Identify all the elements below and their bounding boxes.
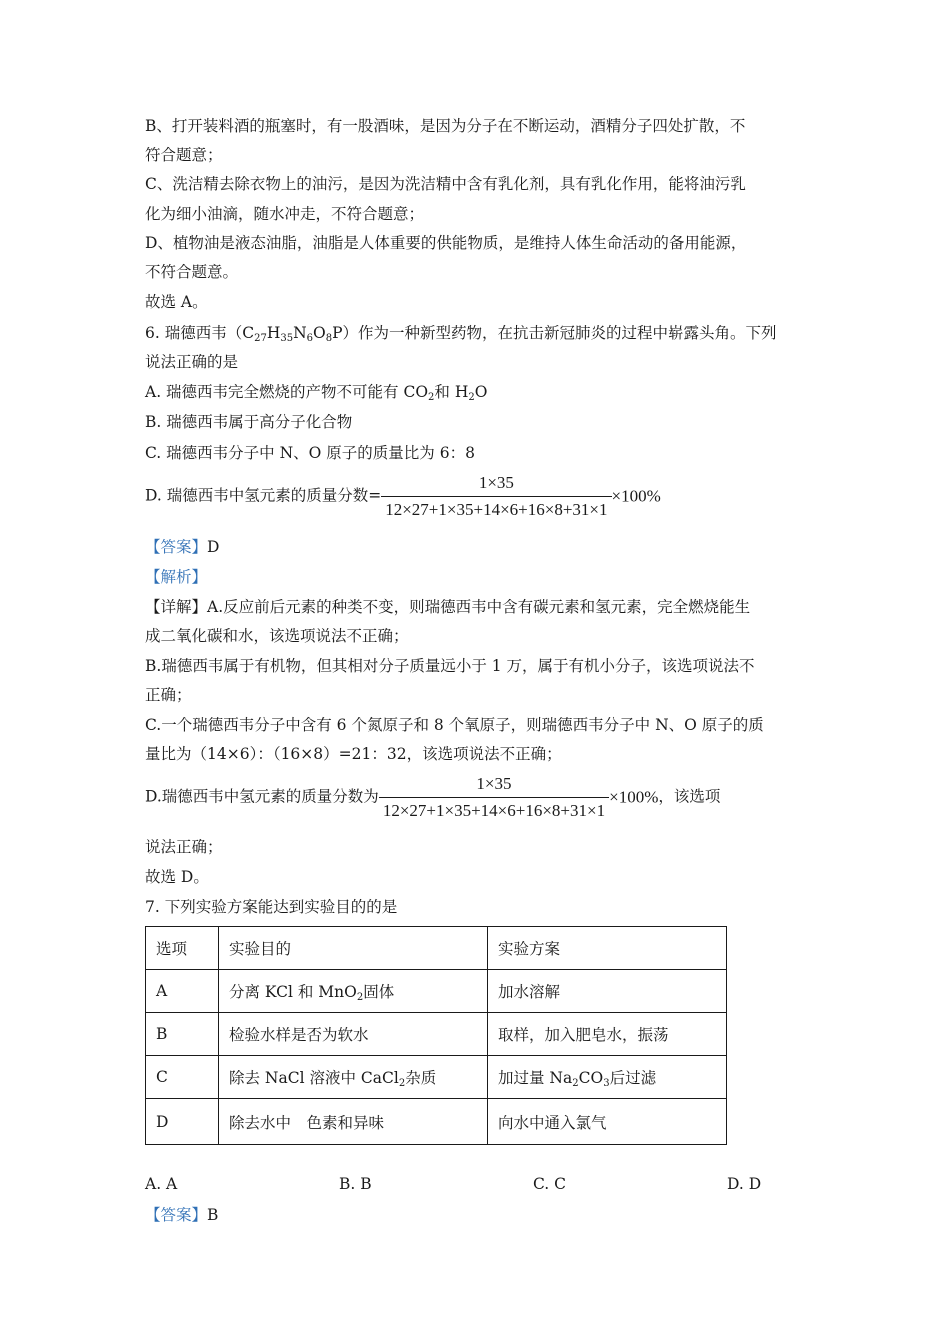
option-cell: A bbox=[146, 970, 219, 1013]
text-line: 符合题意； bbox=[145, 146, 223, 164]
choice-b: B. B bbox=[339, 1175, 372, 1193]
table-row bbox=[146, 1099, 727, 1145]
choice-c: C. C bbox=[533, 1175, 567, 1193]
question-6-stem: 6. 瑞德西韦$(C_{27}H_{35}N_6O_8P)$作为一种新型药物，在抗击新冠肺炎的过程中崭露头角。下列 bbox=[145, 324, 777, 344]
option-cell: D bbox=[146, 1099, 219, 1145]
text-line: C、洗洁精去除衣物上的油污，是因为洗洁精中含有乳化剂，具有乳化作用，能将油污乳 bbox=[145, 175, 746, 193]
table-header-cell: 实验方案 bbox=[488, 927, 727, 970]
plan-cell: 加过量 $Na_2CO_3$后过滤 bbox=[488, 1056, 727, 1099]
table-header-cell: 实验目的 bbox=[219, 927, 488, 970]
explanation-line: B.瑞德西韦属于有机物，但其相对分子质量远小于 1 万，属于有机小分子，该选项说法不 bbox=[145, 657, 755, 675]
explanation-line: C.一个瑞德西韦分子中含有 6 个氮原子和 8 个氧原子，则瑞德西韦分子中 N、O 原子的质 bbox=[145, 716, 764, 734]
option-cell: B bbox=[146, 1013, 219, 1056]
analysis-tag: 【解析】 bbox=[145, 568, 208, 586]
question-6-stem-cont: 说法正确的是 bbox=[145, 353, 239, 371]
experiment-table bbox=[145, 926, 727, 1145]
explanation-line: 故选 D。 bbox=[145, 868, 209, 886]
table-row bbox=[146, 970, 727, 1013]
choice-a: A. A bbox=[145, 1175, 178, 1193]
purpose-cell: 除去 NaCl 溶液中 CaCl$_2$杂质 bbox=[219, 1056, 488, 1099]
mass-fraction-formula: $\frac{1\times 35}{12\times 27+1\times 35+14\times 6+16\times 8+31\times 1}$ bbox=[381, 472, 611, 521]
mass-fraction-formula: $\frac{1\times 35}{12\times 27+1\times 35+14\times 6+16\times 8+31\times 1}$ bbox=[379, 773, 609, 822]
question-6-option-d: D. 瑞德西韦中氢元素的质量分数= $\frac{1\times 35}{12\times 27+1\times 35+14\times 6+16\times 8+31\times 1}$ ×100% bbox=[145, 473, 661, 519]
text-line: 化为细小油滴，随水冲走，不符合题意； bbox=[145, 205, 425, 223]
text-line: 不符合题意。 bbox=[145, 263, 239, 281]
text-line: 故选 A。 bbox=[145, 293, 208, 311]
option-cell: C bbox=[146, 1056, 219, 1099]
plan-cell: 取样，加入肥皂水，振荡 bbox=[488, 1013, 727, 1056]
explanation-line: D.瑞德西韦中氢元素的质量分数为 $\frac{1\times 35}{12\times 27+1\times 35+14\times 6+16\times 8+31\times 1}$ ×100%，该选项 bbox=[145, 774, 721, 820]
table-row bbox=[146, 1013, 727, 1056]
plan-cell: 向水中通入氯气 bbox=[488, 1099, 727, 1145]
explanation-line: 量比为（14×6）：（16×8）=21：32，该选项说法不正确； bbox=[145, 745, 562, 763]
explanation-line: 说法正确； bbox=[145, 838, 223, 856]
explanation-line: 成二氧化碳和水，该选项说法不正确； bbox=[145, 627, 409, 645]
purpose-cell: 检验水样是否为软水 bbox=[219, 1013, 488, 1056]
purpose-cell: 除去水中 色素和异味 bbox=[219, 1099, 488, 1145]
text-line: D、植物油是液态油脂，油脂是人体重要的供能物质，是维持人体生命活动的备用能源， bbox=[145, 234, 747, 252]
question-7-stem: 7. 下列实验方案能达到实验目的的是 bbox=[145, 898, 398, 916]
plan-cell: 加水溶解 bbox=[488, 970, 727, 1013]
table-header-row bbox=[146, 927, 727, 970]
answer-line: 【答案】D bbox=[145, 538, 220, 556]
choice-d: D. D bbox=[727, 1175, 762, 1193]
question-6-option-c: C. 瑞德西韦分子中 N、O 原子的质量比为 6：8 bbox=[145, 444, 475, 462]
table-header-cell: 选项 bbox=[146, 927, 219, 970]
explanation-line: 【详解】A.反应前后元素的种类不变，则瑞德西韦中含有碳元素和氢元素，完全燃烧能生 bbox=[145, 598, 751, 616]
explanation-line: 正确； bbox=[145, 686, 192, 704]
purpose-cell: 分离 KCl 和 MnO$_2$固体 bbox=[219, 970, 488, 1013]
answer-line: 【答案】B bbox=[145, 1206, 219, 1224]
text-line: B、打开装料酒的瓶塞时，有一股酒味，是因为分子在不断运动，酒精分子四处扩散，不 bbox=[145, 117, 746, 135]
question-6-option-b: B. 瑞德西韦属于高分子化合物 bbox=[145, 413, 353, 431]
question-6-option-a: A. 瑞德西韦完全燃烧的产物不可能有 $CO_2$和 $H_2O$ bbox=[145, 383, 488, 403]
table-row bbox=[146, 1056, 727, 1099]
